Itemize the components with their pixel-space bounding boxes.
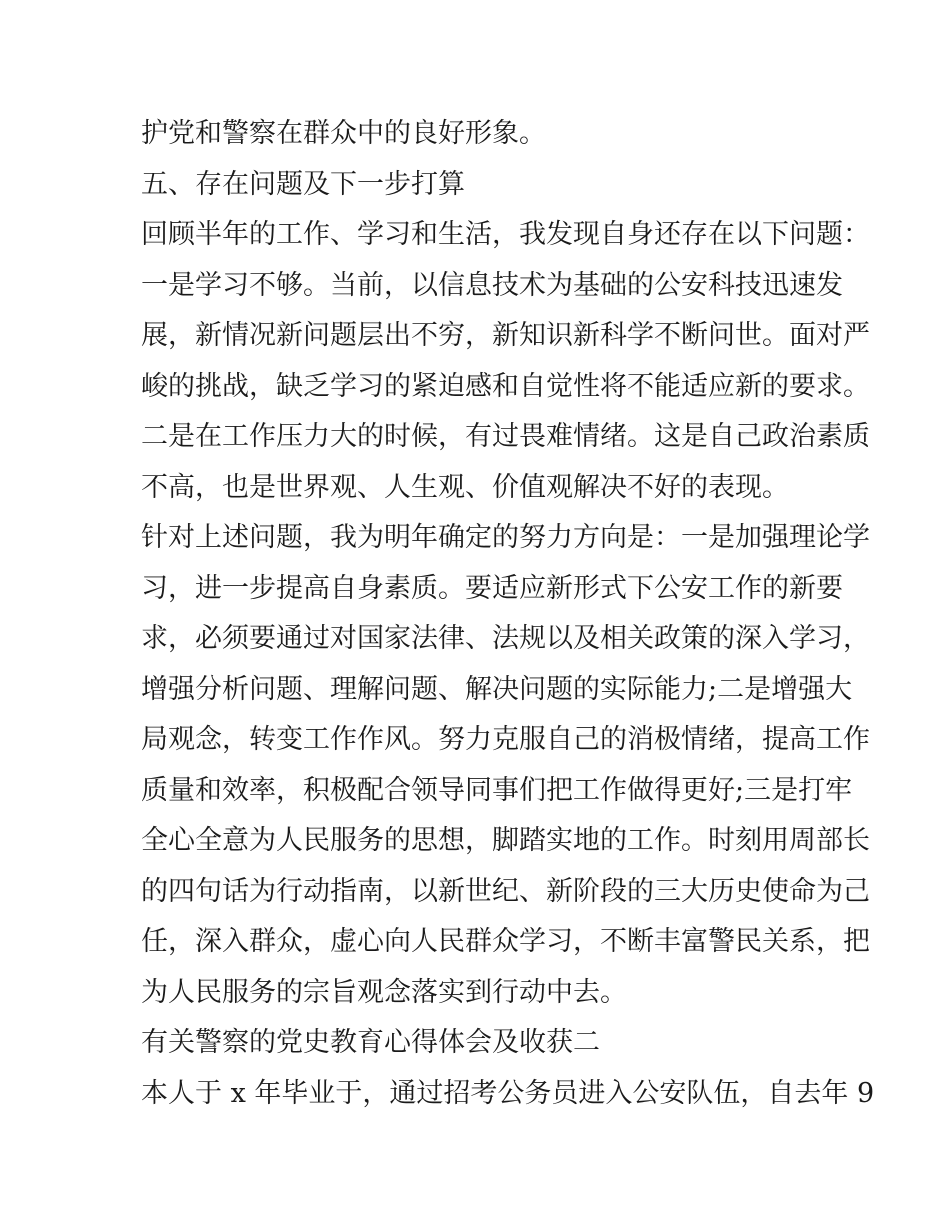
- text-line: 一是学习不够。当前，以信息技术为基础的公安科技迅速发: [141, 269, 843, 301]
- text-line: 习，进一步提高自身素质。要适应新形式下公安工作的新要: [141, 572, 843, 604]
- text-line: 展，新情况新问题层出不穷，新知识新科学不断问世。面对严: [141, 320, 870, 351]
- text-line: 求，必须要通过对国家法律、法规以及相关政策的深入学习，: [141, 623, 870, 654]
- text-line: 本人于 x 年毕业于，通过招考公务员进入公安队伍，自去年 9: [141, 1077, 875, 1109]
- section-heading: 五、存在问题及下一步打算: [141, 168, 465, 200]
- text-line: 为人民服务的宗旨观念落实到行动中去。: [141, 976, 627, 1008]
- text-line: 回顾半年的工作、学习和生活，我发现自身还存在以下问题：: [141, 219, 870, 250]
- text-line: 增强分析问题、理解问题、解决问题的实际能力;二是增强大: [141, 673, 853, 705]
- text-line: 质量和效率，积极配合领导同事们把工作做得更好;三是打牢: [141, 774, 853, 806]
- text-line: 局观念，转变工作作风。努力克服自己的消极情绪，提高工作: [141, 724, 870, 755]
- text-line: 的四句话为行动指南，以新世纪、新阶段的三大历史使命为己: [141, 875, 870, 907]
- article-title: 有关警察的党史教育心得体会及收获二: [141, 1027, 600, 1058]
- text-line: 不高，也是世界观、人生观、价值观解决不好的表现。: [141, 471, 789, 503]
- document-body: [141, 109, 875, 1119]
- text-line: 全心全意为人民服务的思想，脚踏实地的工作。时刻用周部长: [141, 825, 870, 856]
- text-line: 任，深入群众，虚心向人民群众学习，不断丰富警民关系，把: [141, 926, 870, 957]
- text-line: 峻的挑战，缺乏学习的紧迫感和自觉性将不能适应新的要求。: [141, 370, 870, 402]
- text-line: 护党和警察在群众中的良好形象。: [141, 118, 546, 149]
- text-line: 二是在工作压力大的时候，有过畏难情绪。这是自己政治素质: [141, 421, 870, 452]
- text-line: 针对上述问题，我为明年确定的努力方向是：一是加强理论学: [141, 522, 870, 553]
